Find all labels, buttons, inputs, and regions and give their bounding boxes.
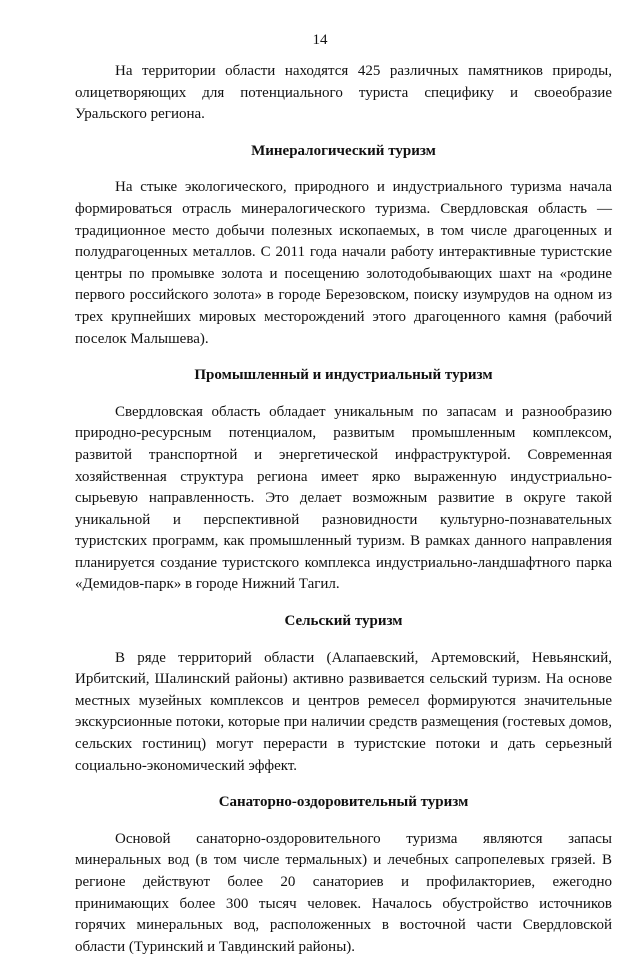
section-heading-sanatorium: Санаторно-оздоровительный туризм <box>218 794 469 811</box>
section-paragraph-sanatorium: Основой санаторно-оздоровительного туризма являются запасы минеральных вод (в том числе термальных) и лечебных сапропелевых грязей. В регионе действуют более 20 санаториев и профилакториев, ежегодно принимающих более 300 тысяч человек. Началось обустройство источников горячих минеральных вод, расположенных в восточной части Свердловской области (Туринский и Тавдинский районы). <box>75 830 612 955</box>
section-paragraph-industrial: Свердловская область обладает уникальным по запасам и разнообразию природно-ресурсным потенциалом, развитым промышленным комплексом, развитой транспортной и энергетической инфраструктурой. Современная хозяйственная структура региона имеет ярко выраженную индустриально-сырьевую направленность. Это делает возможным развитие в округе такой уникальной и перспективной разновидности культурно-познавательных туристских программ, как промышленный туризм. В рамках данного направления планируется создание туристского комплекса индустриально-ландшафтного парка «Демидов-парк» в городе Нижний Тагил. <box>75 403 612 593</box>
section-paragraph-mineralogical: На стыке экологического, природного и индустриального туризма начала формироваться отрасль минералогического туризма. Свердловская область — традиционное место добычи полезных ископаемых, в том числе драгоценных и полудрагоценных металлов. С 2011 года начали работу интерактивные туристские центры по промывке золота и посещению золотодобывающих шахт на «родине первого российского золота» в городе Березовском, поиску изумрудов на одном из трех крупнейших мировых месторождений этого драгоценного камня (рабочий поселок Малышева). <box>75 179 612 347</box>
intro-paragraph: На территории области находятся 425 различных памятников природы, олицетворяющих для потенциального туриста специфику и своеобразие Уральского региона. <box>75 63 612 123</box>
page-content <box>75 61 612 958</box>
section-paragraph-rural: В ряде территорий области (Алапаевский, Артемовский, Невьянский, Ирбитский, Шалинский районы) активно развивается сельский туризм. На основе местных музейных комплексов и центров ремесел формируются значительные экскурсионные потоки, которые при наличии средств размещения (гостевых домов, сельских гостиниц) могут перерасти в туристские потоки и дать серьезный социально-экономический эффект. <box>75 649 612 774</box>
section-heading-industrial: Промышленный и индустриальный туризм <box>194 367 493 384</box>
section-heading-mineralogical: Минералогический туризм <box>251 142 436 159</box>
section-heading-rural: Сельский туризм <box>284 613 403 630</box>
page-number: 14 <box>312 32 328 48</box>
